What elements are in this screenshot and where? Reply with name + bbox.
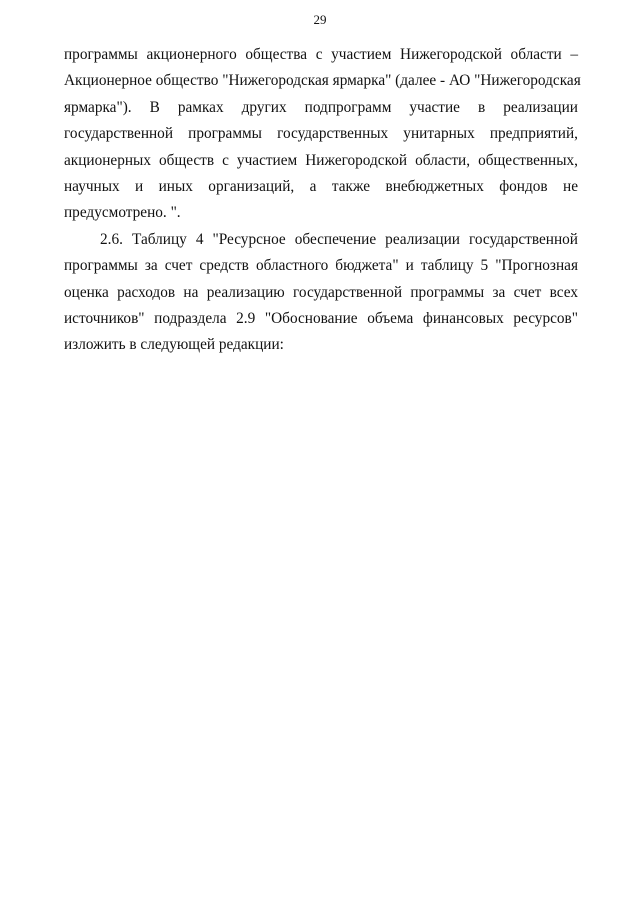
- text-line: 2.6. Таблицу 4 "Ресурсное обеспечение реализации государственной: [100, 230, 578, 248]
- text-line: акционерных обществ с участием Нижегородской области, общественных,: [64, 151, 578, 169]
- page-number: 29: [313, 12, 327, 27]
- text-line: программы за счет средств областного бюджета" и таблицу 5 "Прогнозная: [64, 257, 578, 275]
- text-line: предусмотрено. ".: [64, 204, 181, 222]
- text-line: оценка расходов на реализацию государственной программы за счет всех: [64, 283, 578, 301]
- text-line: государственной программы государственных унитарных предприятий,: [64, 125, 578, 143]
- text-line: Акционерное общество "Нижегородская ярмарка" (далее - АО "Нижегородская: [64, 72, 581, 90]
- paragraph-continuation: [64, 42, 581, 227]
- text-line: программы акционерного общества с участием Нижегородской области –: [64, 46, 578, 63]
- document-body: [64, 42, 581, 359]
- text-line: изложить в следующей редакции:: [64, 336, 284, 354]
- text-line: научных и иных организаций, а также внебюджетных фондов не: [64, 178, 578, 196]
- paragraph-item-2-6: [64, 227, 578, 359]
- text-line: ярмарка"). В рамках других подпрограмм участие в реализации: [64, 98, 578, 116]
- text-line: источников" подраздела 2.9 "Обоснование объема финансовых ресурсов": [64, 310, 578, 328]
